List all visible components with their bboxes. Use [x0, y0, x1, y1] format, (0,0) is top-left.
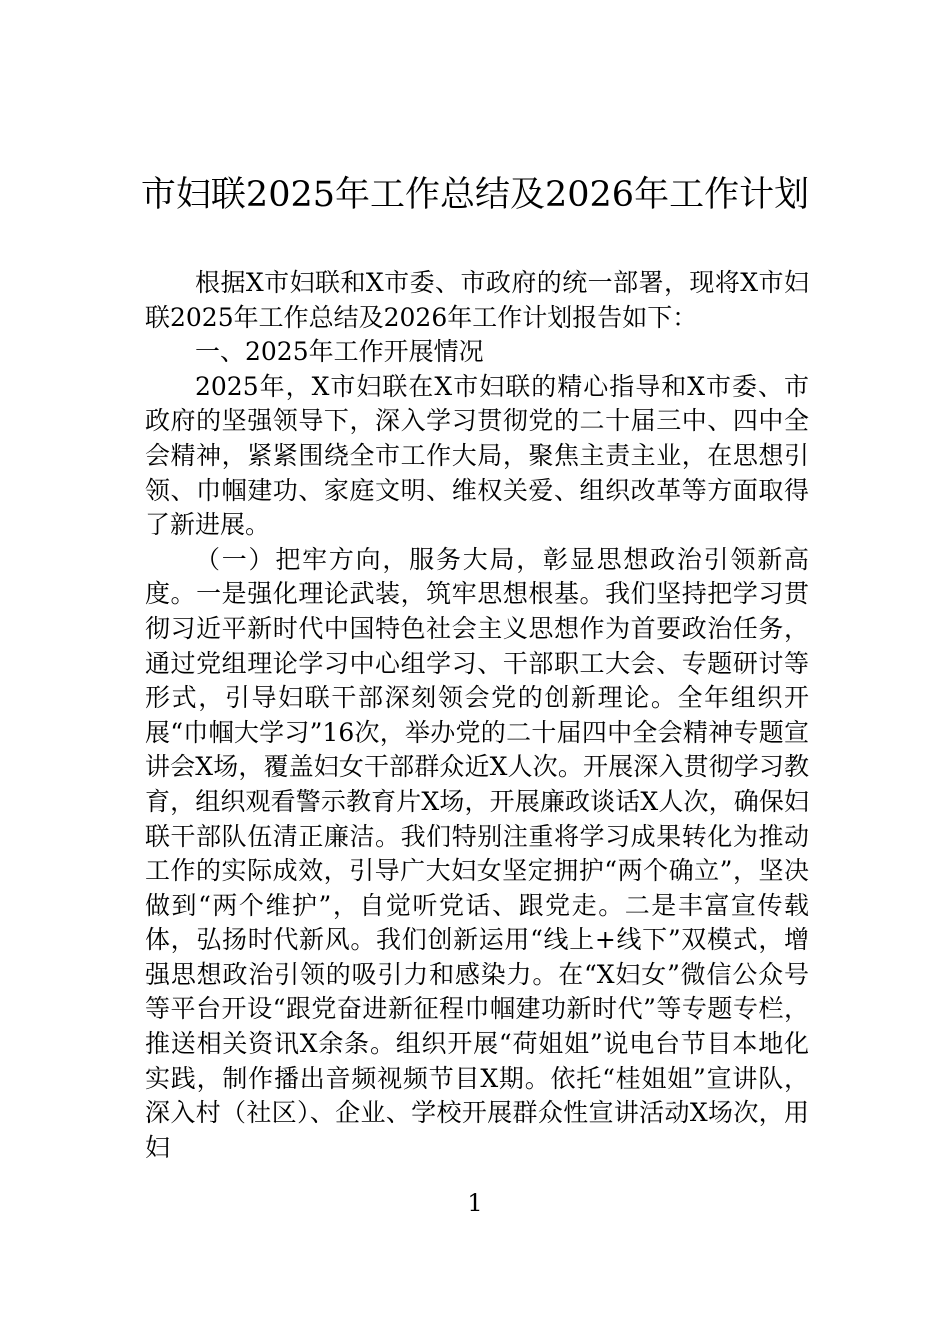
- overview-paragraph: 2025年，X市妇联在X市妇联的精心指导和X市委、市政府的坚强领导下，深入学习贯彻党的二十届三中、四中全会精神，紧紧围绕全市工作大局，聚焦主责主业，在思想引领、巾帼建功、家庭文明、维权关爱、组织改革等方面取得了新进展。: [145, 371, 809, 540]
- document-body: [145, 266, 809, 1165]
- intro-paragraph: 根据X市妇联和X市委、市政府的统一部署，现将X市妇联2025年工作总结及2026年工作计划报告如下：: [145, 268, 809, 332]
- document-title: 市妇联2025年工作总结及2026年工作计划: [140, 175, 810, 215]
- section-heading: 一、2025年工作开展情况: [195, 337, 484, 367]
- page-number: 1: [467, 1189, 483, 1217]
- subsection-paragraph: （一）把牢方向，服务大局，彰显思想政治引领新高度。一是强化理论武装，筑牢思想根基。我们坚持把学习贯彻习近平新时代中国特色社会主义思想作为首要政治任务，通过党组理论学习中心组学习、干部职工大会、专题研讨等形式，引导妇联干部深刻领会党的创新理论。全年组织开展“巾帼大学习”16次，举办党的二十届四中全会精神专题宣讲会X场，覆盖妇女干部群众近X人次。开展深入贯彻学习教育，组织观看警示教育片X场，开展廉政谈话X人次，确保妇联干部队伍清正廉洁。我们特别注重将学习成果转化为推动工作的实际成效，引导广大妇女坚定拥护“两个确立”，坚决做到“两个维护”，自觉听党话、跟党走。二是丰富宣传载体，弘扬时代新风。我们创新运用“线上+线下”双模式，增强思想政治引领的吸引力和感染力。在“X妇女”微信公众号等平台开设“跟党奋进新征程巾帼建功新时代”等专题专栏，推送相关资讯X余条。组织开展“荷姐姐”说电台节目本地化实践，制作播出音频视频节目X期。依托“桂姐姐”宣讲队，深入村（社区）、企业、学校开展群众性宣讲活动X场次，用妇: [145, 544, 809, 1162]
